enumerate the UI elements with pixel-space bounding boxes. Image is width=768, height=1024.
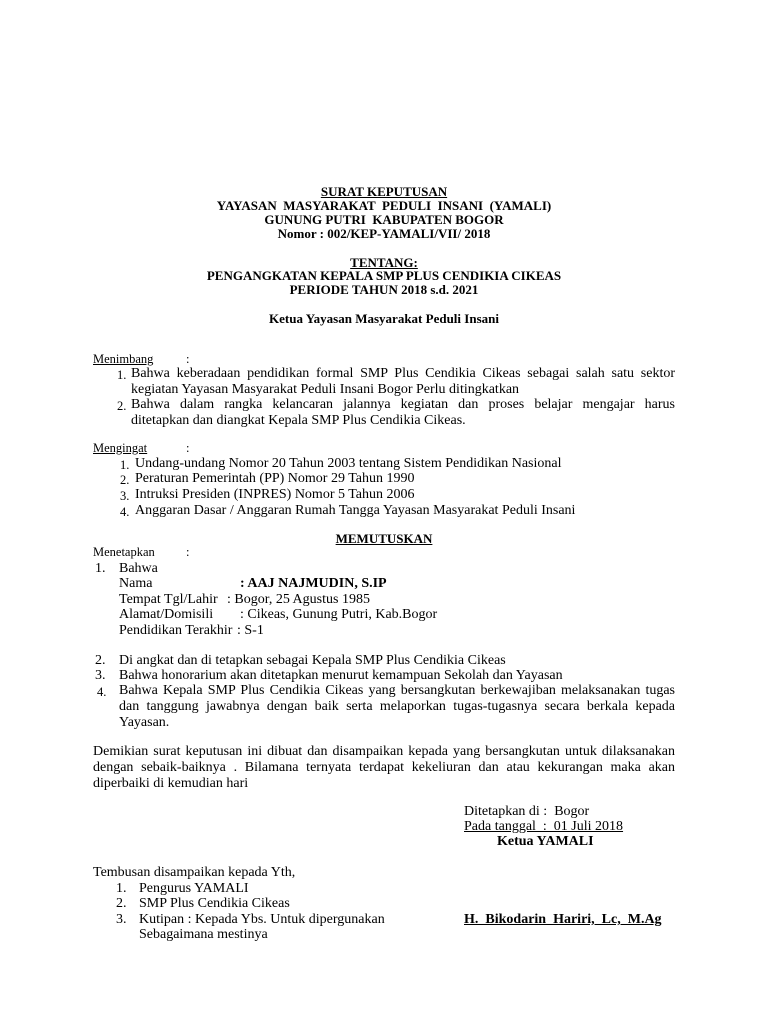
closing-line-2: dengan sebaik-baiknya . Bilamana ternyata terdapat kekeliuran dan atau kekurangan maka akan (93, 760, 675, 775)
menimbang-item-2-line1: Bahwa dalam rangka kelancaran jalannya kegiatan dan proses belajar mengajar harus (131, 397, 675, 412)
tembusan-item-3-line2: Sebagaimana mestinya (139, 927, 268, 942)
mengingat-item-3: Intruksi Presiden (INPRES) Nomor 5 Tahun 2006 (135, 487, 415, 502)
menetapkan-item-4-line2: dan tanggung jawabnya dengan baik serta melaporkan tugas-tugasnya secara berkala kepada (119, 699, 675, 714)
field-nama-value: : AAJ NAJMUDIN, S.IP (240, 576, 387, 591)
chairman-heading: Ketua Yayasan Masyarakat Peduli Insani (269, 311, 499, 326)
menimbang-item-2-line2: ditetapkan dan diangkat Kepala SMP Plus Cendikia Cikeas. (131, 413, 466, 428)
menetapkan-item-4-line1: Bahwa Kepala SMP Plus Cendikia Cikeas yang bersangkutan berkewajiban melaksanakan tugas (119, 683, 675, 698)
menetapkan-item-1: Bahwa (119, 561, 158, 576)
tembusan-item-3: Kutipan : Kepada Ybs. Untuk dipergunakan (139, 912, 385, 927)
signature-date: Pada tanggal : 01 Juli 2018 (464, 819, 624, 834)
menetapkan-item-2: Di angkat dan di tetapkan sebagai Kepala SMP Plus Cendikia Cikeas (119, 653, 506, 668)
mengingat-num-4: 4. (120, 505, 130, 519)
org-name: YAYASAN MASYARAKAT PEDULI INSANI (YAMALI) (216, 198, 552, 213)
tembusan-label: Tembusan disampaikan kepada Yth, (93, 865, 296, 880)
about-label: TENTANG: (350, 255, 418, 270)
menetapkan-num-3: 3. (95, 668, 106, 683)
signature-place: Ditetapkan di : Bogor (464, 804, 590, 819)
mengingat-label: Mengingat (93, 441, 148, 455)
closing-line-3: diperbaiki di kemudian hari (93, 776, 249, 791)
menimbang-num-2: 2. (117, 399, 127, 413)
field-alamat-value: : Cikeas, Gunung Putri, Kab.Bogor (240, 607, 438, 622)
menetapkan-label: Menetapkan (93, 545, 155, 559)
signature-name: H. Bikodarin Hariri, Lc, M.Ag (464, 912, 662, 927)
menimbang-item-1-line2: kegiatan Yayasan Masyarakat Peduli Insani Bogor Perlu ditingkatkan (131, 382, 520, 397)
menetapkan-num-4: 4. (97, 685, 107, 699)
memutuskan-heading: MEMUTUSKAN (335, 531, 433, 546)
mengingat-num-2: 2. (120, 473, 130, 487)
signature-role: Ketua YAMALI (497, 834, 594, 849)
mengingat-item-1: Undang-undang Nomor 20 Tahun 2003 tentang Sistem Pendidikan Nasional (135, 456, 562, 471)
menimbang-num-1: 1. (117, 368, 127, 382)
field-pendidikan-value: : S-1 (237, 623, 264, 638)
mengingat-num-3: 3. (120, 489, 130, 503)
subject-line-1: PENGANGKATAN KEPALA SMP PLUS CENDIKIA CIKEAS (206, 268, 562, 283)
menetapkan-item-3: Bahwa honorarium akan ditetapkan menurut kemampuan Sekolah dan Yayasan (119, 668, 563, 683)
menetapkan-num-1: 1. (95, 561, 106, 576)
field-pendidikan-label: Pendidikan Terakhir (119, 623, 233, 638)
menetapkan-item-4-line3: Yayasan. (119, 715, 170, 730)
tembusan-num-1: 1. (116, 881, 127, 896)
menimbang-colon: : (186, 352, 190, 366)
mengingat-num-1: 1. (120, 458, 130, 472)
doc-title: SURAT KEPUTUSAN (320, 184, 448, 199)
field-alamat-label: Alamat/Domisili (119, 607, 214, 622)
field-nama-label: Nama (119, 576, 153, 591)
mengingat-item-4: Anggaran Dasar / Anggaran Rumah Tangga Yayasan Masyarakat Peduli Insani (135, 503, 576, 518)
doc-number: Nomor : 002/KEP-YAMALI/VII/ 2018 (277, 226, 491, 241)
menimbang-item-1-line1: Bahwa keberadaan pendidikan formal SMP Plus Cendikia Cikeas sebagai salah satu sektor (131, 366, 675, 381)
menetapkan-num-2: 2. (95, 653, 106, 668)
tembusan-item-1: Pengurus YAMALI (139, 881, 249, 896)
closing-line-1: Demikian surat keputusan ini dibuat dan disampaikan kepada yang bersangkutan untuk dilaksanakan (93, 744, 675, 759)
field-ttl-value: : Bogor, 25 Agustus 1985 (227, 592, 370, 607)
tembusan-num-3: 3. (116, 912, 127, 927)
menetapkan-colon: : (186, 545, 190, 559)
field-ttl-label: Tempat Tgl/Lahir (119, 592, 218, 607)
mengingat-colon: : (186, 441, 190, 455)
tembusan-item-2: SMP Plus Cendikia Cikeas (139, 896, 290, 911)
mengingat-item-2: Peraturan Pemerintah (PP) Nomor 29 Tahun 1990 (135, 471, 415, 486)
org-location: GUNUNG PUTRI KABUPATEN BOGOR (264, 212, 504, 227)
tembusan-num-2: 2. (116, 896, 127, 911)
menimbang-label: Menimbang (93, 352, 154, 366)
subject-line-2: PERIODE TAHUN 2018 s.d. 2021 (289, 282, 479, 297)
